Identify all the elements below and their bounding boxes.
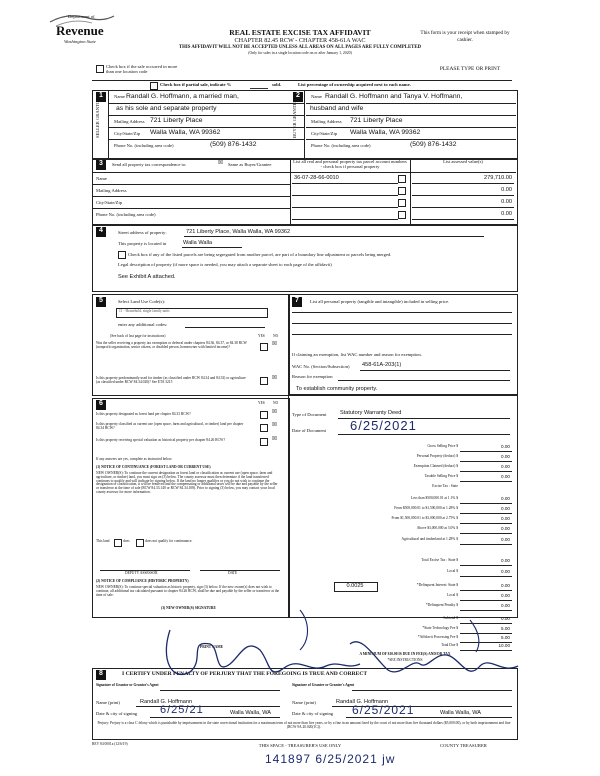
calc-label: Above $3,000,000 at 3.0% $ <box>416 526 458 530</box>
calc-label: Total Due $ <box>441 643 458 647</box>
s3-phone-label: Phone No. (including area code) <box>96 212 156 217</box>
seller-phone-label: Phone No. (including area code) <box>114 143 174 148</box>
buyer-city-label: City/State/Zip <box>311 131 338 136</box>
legal-description[interactable]: See Exhibit A attached. <box>118 274 176 280</box>
calc-value[interactable]: 0.00 <box>501 593 510 598</box>
calc-label: *Delinquent Penalty $ <box>425 603 458 607</box>
buyer-phone[interactable]: (509) 876-1432 <box>410 141 457 148</box>
buyer-phone-label: Phone No. (including area code) <box>311 143 371 148</box>
calc-value[interactable]: 5.00 <box>501 635 510 640</box>
grantor-date-label: Date & city of signing <box>96 711 138 716</box>
section-2-number: 2 <box>293 92 303 102</box>
q-open-no[interactable]: ☒ <box>272 422 278 428</box>
section-7-number: 7 <box>292 297 302 307</box>
form-title: REAL ESTATE EXCISE TAX AFFIDAVIT <box>229 28 371 37</box>
q-exempt-no[interactable]: ☒ <box>272 341 278 347</box>
q-open: Is this property classified as current use (open space, farm and agricultural, or timber) land per chapter 84.34 RCW? <box>96 422 244 430</box>
doc-type[interactable]: Statutory Warranty Deed <box>340 410 402 416</box>
logo-revenue: Revenue <box>56 23 104 38</box>
s6-no: NO <box>273 401 279 405</box>
see-back-note: (See back of last page for instructions) <box>110 334 166 338</box>
claim-exemption-label: If claiming an exemption, list WAC number and reason for exemption. <box>292 352 422 357</box>
calc-value[interactable]: 0.00 <box>501 444 510 449</box>
personal-property-checkbox[interactable] <box>398 211 406 219</box>
calc-label: Subtotal $ <box>443 616 458 620</box>
sold-label: sold. <box>272 82 282 87</box>
same-as-buyer-checkbox[interactable]: ☒ <box>218 160 224 166</box>
buyer-mailing[interactable]: 721 Liberty Place <box>350 117 403 124</box>
calc-value[interactable]: 10.00 <box>498 643 510 648</box>
minimum-due-note: A MINIMUM OF $10.00 IS DUE IN FEE(S) AND/OR TAX <box>359 652 451 656</box>
grantee-name[interactable]: Randall G. Hoffmann <box>336 699 389 705</box>
assessed-value[interactable]: 0.00 <box>501 211 512 217</box>
reason-label: Reason for exemption <box>292 374 333 379</box>
calc-label: Agricultural and timberland at 1.28% $ <box>401 537 458 541</box>
seller-city[interactable]: Walla Walla, WA 99362 <box>150 129 221 136</box>
calc-label: Personal Property (deduct) $ <box>416 454 458 458</box>
calc-label: Local $ <box>447 593 458 597</box>
located-in-label: This property is located in <box>118 241 167 246</box>
q-hist: Is this property receiving special valuation as historical property per chapter 84.26 RCW? <box>96 438 226 442</box>
buyer-city[interactable]: Walla Walla, WA 99362 <box>350 129 421 136</box>
s5-yes: YES <box>258 334 265 338</box>
partial-percent-field[interactable] <box>250 82 268 89</box>
calc-label: Total Excise Tax : State $ <box>421 558 458 562</box>
q-hist-no[interactable]: ☒ <box>272 436 278 442</box>
calc-value[interactable]: 0.00 <box>501 526 510 531</box>
buyer-mailing-label: Mailing Address <box>311 119 342 124</box>
q-forest-no[interactable]: ☒ <box>272 409 278 415</box>
form-chapter: CHAPTER 82.45 RCW - CHAPTER 458-61A WAC <box>234 37 366 44</box>
calc-value[interactable]: 0.00 <box>501 474 510 479</box>
dor-logo <box>48 12 118 48</box>
seller-name-label: Name <box>114 94 125 99</box>
land-use-value: 11 - Household, single family units <box>119 309 170 313</box>
section-3-number: 3 <box>96 160 106 170</box>
does-checkbox[interactable] <box>114 539 122 547</box>
same-as-buyer-label: Same as Buyer/Grantee <box>228 162 272 167</box>
sale-note: (Only for sales in a single location code on or after January 1, 2020) <box>248 51 352 55</box>
grantee-date-label: Date & city of signing <box>292 711 334 716</box>
grantor-date[interactable]: 6/25/21 <box>160 704 204 716</box>
does-not-checkbox[interactable] <box>136 539 144 547</box>
calc-value[interactable]: 0.00 <box>501 583 510 588</box>
perjury-warning: Perjury: Perjury is a class C felony which is punishable by imprisonment in the state correctional institution for a maximum term of not more than five years, or by a fine in an amount fixed by the court of not more than five thousand dollars ($5,000.00), or by both imprisonment and fine (RCW 9A.20.020(1C)). <box>97 721 511 729</box>
form-warning: THIS AFFIDAVIT WILL NOT BE ACCEPTED UNLESS ALL AREAS ON ALL PAGES ARE FULLY COMPLETED <box>178 45 422 50</box>
section-1-number: 1 <box>96 92 106 102</box>
seller-side-label: SELLER GRANTOR <box>95 97 100 138</box>
please-type: PLEASE TYPE OR PRINT <box>439 66 501 72</box>
does-not-label: does not qualify for continuance. <box>145 539 193 543</box>
buyer-name-line1[interactable]: Randall G. Hoffmann and Tanya V. Hoffmann, <box>325 93 463 100</box>
grantor-city[interactable]: Walla Walla, WA <box>230 710 272 716</box>
receipt-note: This form is your receipt when stamped by cashier. <box>420 30 510 43</box>
grantee-date[interactable]: 6/25/2021 <box>352 703 415 717</box>
calc-label: *Delinquent Interest: State $ <box>416 583 458 587</box>
segregated-label: Check box if any of the listed parcels are being segregated from another parcel, are part of a boundary line adjustment or parcels being merged. <box>128 252 392 257</box>
if-yes-note: If any answers are yes, complete as instructed below. <box>96 457 173 461</box>
notice2-body: NEW OWNER(S): To continue special valuation as historic property, sign (3) below. If the new owner(s) does not wish to continue, all additional tax calculated pursuant to chapter 84.26 RCW, shall be due and payable by the seller or transferor at the time of sale. <box>96 585 280 597</box>
q-timber: Is this property predominantly used for timber (as classified under RCW 84.34 and 84.33) or agriculture (as classified under RCW 84.34.020)? See ETA 3215 <box>96 376 246 384</box>
seller-city-label: City/State/Zip <box>114 131 141 136</box>
reason-exemption[interactable]: To establish community property. <box>296 386 378 392</box>
logo-state: Washington State <box>64 39 96 44</box>
buyer-side-label: BUYER GRANTEE <box>292 99 297 138</box>
personal-property-checkbox[interactable] <box>398 187 406 195</box>
signatures-scribble <box>150 600 530 700</box>
calc-label: From $1,500,000.01 to $3,000,000 at 2.75% $ <box>391 516 458 520</box>
street-address[interactable]: 721 Liberty Place, Walla Walla, WA 99362 <box>186 229 291 235</box>
q-hist-yes[interactable] <box>260 438 268 446</box>
certify-statement: I CERTIFY UNDER PENALTY OF PERJURY THAT THE FOREGOING IS TRUE AND CORRECT <box>122 671 368 677</box>
county-treasurer-label: COUNTY TREASURER <box>440 743 487 748</box>
print-name-label: PRINT NAME <box>200 645 223 649</box>
notice2-title: (2) NOTICE OF COMPLIANCE (HISTORIC PROPERTY) <box>96 579 189 583</box>
deputy-date-label: DATE <box>228 571 238 575</box>
calc-label: *Affidavit Processing Fee $ <box>417 635 458 639</box>
assessed-value[interactable]: 0.00 <box>501 187 512 193</box>
calc-label: Exemption Claimed (deduct) $ <box>413 464 458 468</box>
calc-value[interactable]: 5.00 <box>501 626 510 631</box>
calc-value[interactable]: 0.00 <box>501 537 510 542</box>
q-exempt-yes[interactable] <box>260 343 268 351</box>
notice1-body: NEW OWNER(S): To continue the current designation as forest land or classification as current use (open space, farm and agriculture, or timber) land, you must sign on (3) below. The county assessor must then determine if the land transferred continues to qualify and will indicate by signing below. If the land no longer qualifies or you do not wish to continue the designation or classification, it will be removed and the compensating or additional taxes will be due and payable by the seller or transferor at the time of sale (RCW 84.33.140 or RCW 84.34.108). Prior to signing (3) below, you may contact your local county assessor for more information. <box>96 471 278 494</box>
form-revision: REV 84 0001a (12/6/19) <box>92 742 128 746</box>
buyer-name-line2[interactable]: husband and wife <box>310 105 364 112</box>
seller-name-line1[interactable]: Randall G. Hoffmann, a married man, <box>126 93 239 100</box>
q-timber-yes[interactable] <box>260 377 268 385</box>
s3-name-label: Name <box>96 176 107 181</box>
s3-city-label: City/State/Zip <box>96 200 123 205</box>
grantor-sig-label: Signature of Grantor or Grantor's Agent <box>96 683 159 687</box>
calc-value[interactable]: 0.00 <box>501 454 510 459</box>
assessed-header: List assessed value(s) <box>443 159 483 164</box>
grantee-sig-label: Signature of Grantee or Grantee's Agent <box>292 683 355 687</box>
q-timber-no[interactable]: ☒ <box>272 375 278 381</box>
section-5-number: 5 <box>96 297 106 307</box>
calc-value[interactable]: 0.00 <box>501 603 510 608</box>
section-4-number: 4 <box>96 227 106 237</box>
seller-mailing-label: Mailing Address <box>114 119 145 124</box>
calc-label: Local $ <box>447 569 458 573</box>
partial-sale-label: Check box if partial sale, indicate % <box>160 82 232 87</box>
segregated-checkbox[interactable] <box>118 251 126 259</box>
wac-label: WAC No. (Section/Subsection) <box>292 364 350 369</box>
legal-description-label: Legal description of property (if more space is needed, you may attach a separate sheet to each page of the affidavit) <box>118 262 332 267</box>
grantor-name[interactable]: Randall G. Hoffmann <box>140 699 193 705</box>
calc-value[interactable]: 0.00 <box>501 464 510 469</box>
see-instructions-note: *SEE INSTRUCTIONS <box>387 658 423 662</box>
parcel-number[interactable]: 36-07-28-66-0010 <box>294 175 339 181</box>
calc-label: From $500,000.01 to $1,500,000 at 1.28% $ <box>394 506 458 510</box>
logo-dept: Department of <box>68 14 95 19</box>
assessed-value[interactable]: 279,710.00 <box>484 175 512 181</box>
does-label: does <box>123 539 130 543</box>
grantee-name-label: Name (print) <box>292 700 316 705</box>
send-correspondence-label: Send all property tax correspondence to: <box>112 162 187 167</box>
s3-mailing-label: Mailing Address <box>96 188 127 193</box>
partial-sale-checkbox[interactable] <box>150 82 158 90</box>
multiple-location-label: Check box if the sale occurred in more than one location code <box>106 64 178 75</box>
wac-number[interactable]: 458-61A-203(1) <box>362 362 402 368</box>
calc-value[interactable]: 0.00 <box>501 506 510 511</box>
additional-codes-label: enter any additional codes: <box>118 322 168 327</box>
parcels-header: List all real and personal property tax parcel account numbers - check box if personal property <box>293 159 407 170</box>
calc-value[interactable]: 0.00 <box>501 616 510 621</box>
notice1-title: (1) NOTICE OF CONTINUANCE (FOREST LAND OR CURRENT USE) <box>96 465 211 469</box>
ownership-pct-label: List percentage of ownership acquired next to each name. <box>298 82 411 87</box>
seller-phone[interactable]: (509) 876-1432 <box>210 141 257 148</box>
street-address-label: Street address of property: <box>118 230 167 235</box>
calc-label: *State Technology Fee $ <box>422 626 458 630</box>
multiple-location-checkbox[interactable] <box>96 65 104 73</box>
calc-value[interactable]: 0.00 <box>501 516 510 521</box>
located-in[interactable]: Walla Walla <box>183 240 213 246</box>
section-8-number: 8 <box>96 670 106 680</box>
treasurer-stamp: 141897 6/25/2021 jw <box>265 752 396 766</box>
seller-name-line2[interactable]: as his sole and separate property <box>116 105 217 112</box>
personal-property-checkbox[interactable] <box>398 175 406 183</box>
calc-value[interactable]: 0.00 <box>501 558 510 563</box>
seller-mailing[interactable]: 721 Liberty Place <box>150 117 203 124</box>
grantor-name-label: Name (print) <box>96 700 120 705</box>
deputy-assessor-label: DEPUTY ASSESSOR <box>125 571 158 575</box>
q-open-yes[interactable] <box>260 424 268 432</box>
calc-label: Less than $500,000.01 at 1.1% $ <box>410 496 458 500</box>
section-6-number: 6 <box>96 400 106 410</box>
treasurer-space-label: THIS SPACE - TREASURER'S USE ONLY <box>258 743 342 748</box>
new-owner-sig-label: (3) NEW OWNER(S) SIGNATURE <box>161 606 216 610</box>
personal-property-checkbox[interactable] <box>398 199 406 207</box>
s5-no: NO <box>273 334 279 338</box>
q-forest-yes[interactable] <box>260 411 268 419</box>
doc-date-label: Date of Document <box>292 428 326 433</box>
doc-type-label: Type of Document <box>292 412 327 417</box>
calc-label: Excise Tax : State <box>432 484 458 488</box>
q-exempt: Was the seller receiving a property tax exemption or deferral under chapters 84.36, 84.37, or 84.38 RCW (nonprofit organization, senior citizen, or disabled person, homeowner with limited income)? <box>96 341 247 349</box>
personal-property-label: List all personal property (tangible and intangible) included in selling price. <box>310 299 450 304</box>
calc-label: Taxable Selling Price $ <box>424 474 458 478</box>
s6-yes: YES <box>258 401 265 405</box>
local-rate[interactable]: 0.0025 <box>346 583 364 589</box>
land-use-title: Select Land Use Code(s): <box>118 299 166 304</box>
calc-value[interactable]: 0.00 <box>501 569 510 574</box>
doc-date[interactable]: 6/25/2021 <box>350 418 417 433</box>
buyer-name-label: Name <box>311 94 322 99</box>
this-land-label: This land <box>96 539 110 543</box>
assessed-value[interactable]: 0.00 <box>501 199 512 205</box>
calc-label: Gross Selling Price $ <box>427 444 458 448</box>
grantee-city[interactable]: Walla Walla, WA <box>440 710 482 716</box>
q-forest: Is this property designated as forest land per chapter 84.33 RCW? <box>96 412 191 416</box>
calc-value[interactable]: 0.00 <box>501 496 510 501</box>
